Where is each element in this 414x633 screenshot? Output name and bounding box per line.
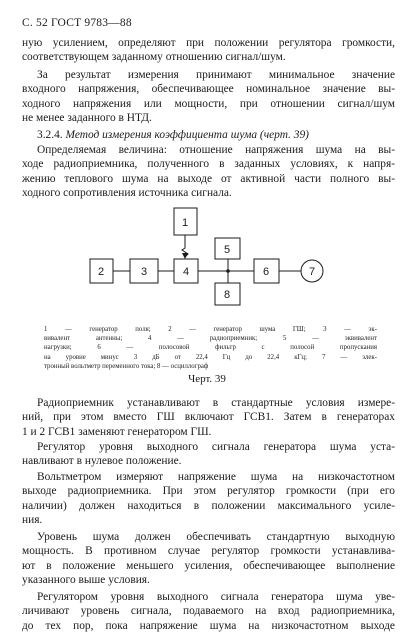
text-line: Регулятором уровня выходного сигнала генератора шума уве- bbox=[37, 591, 395, 603]
text-line: мощность. В противном случае регулятор громкости устанавлива- bbox=[22, 545, 395, 558]
paragraph-continuation bbox=[22, 36, 395, 65]
section-heading bbox=[22, 128, 395, 142]
text-line: входного напряжения, обеспечивающее номинальное значение вы- bbox=[22, 83, 395, 96]
paragraph-definition bbox=[22, 143, 395, 200]
text-line: ходного сопротивления источника сигнала. bbox=[22, 186, 232, 199]
text-line: Радиоприемник устанавливают в стандартные условия измере- bbox=[37, 397, 395, 409]
paragraph-setup bbox=[22, 396, 395, 439]
text-line: ходного напряжения или мощности, при отношении сигнал/шум bbox=[22, 97, 395, 110]
text-line: личивают уровень сигнала, подаваемого на вход радиоприемника, bbox=[22, 605, 395, 618]
text-line: 1 и 2 ГСВ1 заменяют генератором ГШ. bbox=[22, 425, 212, 438]
text-line: наличии) должен находиться в положении максимального усиле- bbox=[22, 499, 395, 512]
paragraph-noise-level bbox=[22, 530, 395, 587]
block-label: 1 bbox=[181, 217, 189, 229]
block-label: 6 bbox=[262, 266, 270, 278]
legend-line: нагрузки; 6 — полосовой фильтр с полосой пропускания bbox=[44, 344, 377, 352]
paragraph-increase-level bbox=[22, 590, 395, 633]
page-header: С. 52 ГОСТ 9783—88 bbox=[22, 17, 132, 29]
arrow-head-icon bbox=[182, 253, 188, 259]
paragraph-measurement-result bbox=[22, 68, 395, 125]
junction-dot bbox=[226, 269, 230, 273]
text-line: ния. bbox=[22, 513, 43, 526]
text-line: Уровень шума должен обеспечивать стандартную выходную bbox=[37, 531, 395, 543]
block-label: 4 bbox=[182, 266, 190, 278]
text-line: указанного выше условия. bbox=[22, 573, 150, 586]
text-line: навливают в нулевое положение. bbox=[22, 455, 182, 468]
block-label: 5 bbox=[223, 244, 231, 256]
text-line: Регулятор уровня выходного сигнала генератора шума уста- bbox=[37, 441, 395, 453]
text-line: жению теплового шума на выходе от активной части полного вы- bbox=[22, 172, 395, 185]
block-label: 2 bbox=[97, 266, 105, 278]
text-line: ют в положение меньшего усиления, обеспечивающее выполнение bbox=[22, 559, 395, 572]
text-line: За результат измерения принимают минимальное значение bbox=[37, 69, 395, 81]
legend-line: 1 — генератор поля; 2 — генератор шума ГШ; 3 — эк- bbox=[44, 326, 377, 333]
text-line: выходе радиоприемника. При этом регулятор громкости (при его bbox=[22, 485, 395, 498]
text-line: ходе радиоприемника, полученного в заданных условиях, к напря- bbox=[22, 158, 395, 171]
legend-line: тронный вольтметр переменного тока; 8 — осциллограф bbox=[44, 362, 209, 370]
legend-line: вивалент антенны; 4 — радиоприемник; 5 — эквивалент bbox=[44, 335, 377, 343]
text-line: ний, при этом вместо ГШ включают ГСВ1. Затем в генераторах bbox=[22, 411, 395, 424]
text-line: ную усилением, определяют при положении регулятора громкости, bbox=[22, 37, 395, 49]
figure-legend bbox=[44, 325, 377, 371]
text-line: Вольтметром измеряют напряжение шума на низкочастотном bbox=[37, 471, 395, 483]
text-line: Определяемая величина: отношение напряжения шума на вы- bbox=[37, 144, 395, 156]
legend-line: на уровне минус 3 дБ от 22,4 Гц до 22,4 кГц; 7 — элек- bbox=[44, 353, 377, 361]
figure-caption: Черт. 39 bbox=[188, 373, 226, 385]
paragraph-level-zero bbox=[22, 440, 395, 469]
paragraph-voltmeter bbox=[22, 470, 395, 527]
block-label: 8 bbox=[223, 289, 231, 301]
section-number: 3.2.4. bbox=[37, 129, 63, 141]
section-title: Метод измерения коэффициента шума (черт. 39) bbox=[65, 129, 309, 141]
block-diagram bbox=[85, 204, 335, 312]
text-line: до тех пор, пока напряжение шума на низкочастотном выходе bbox=[22, 619, 395, 632]
block-label: 7 bbox=[308, 266, 316, 278]
block-label: 3 bbox=[140, 266, 148, 278]
block-diagram-svg bbox=[85, 204, 335, 312]
text-line: соответствующем заданному отношению сигнал/шум. bbox=[22, 51, 286, 64]
text-line: не менее заданного в НТД. bbox=[22, 111, 152, 124]
